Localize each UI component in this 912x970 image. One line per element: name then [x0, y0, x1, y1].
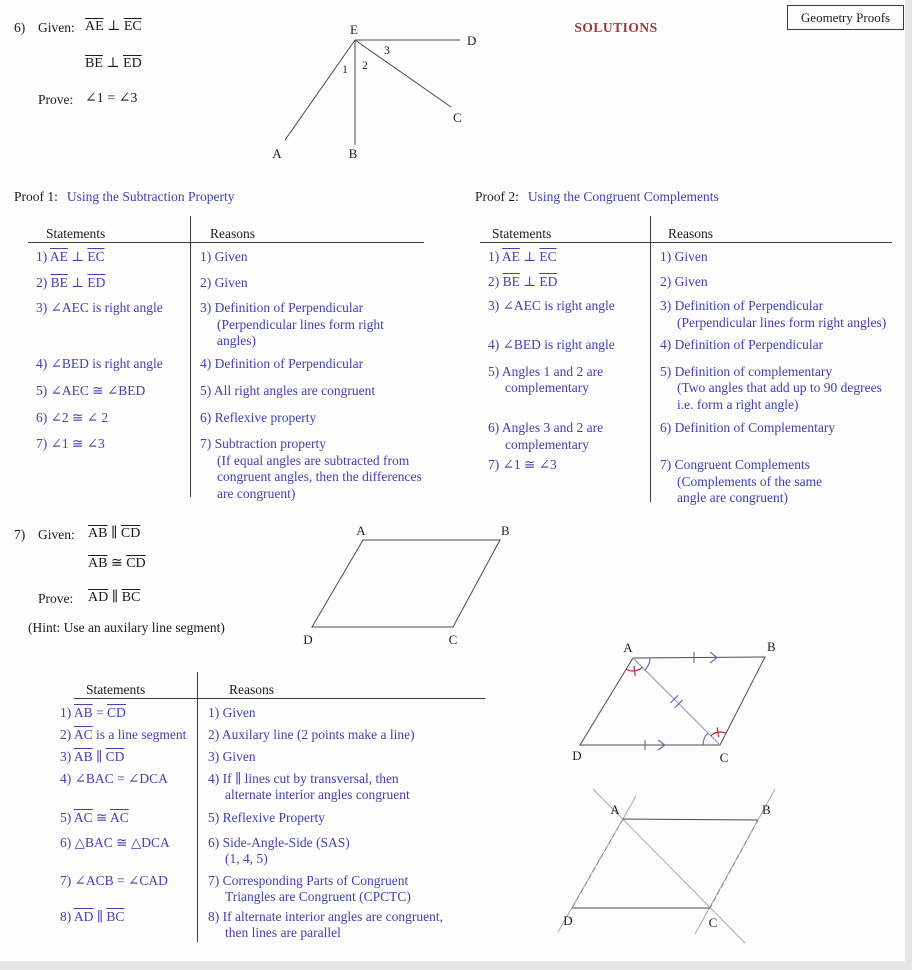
problem7-prove: $\overline{AD}$ ∥ $\overline{BC}$	[88, 590, 141, 605]
angle-arc-bac	[645, 658, 650, 670]
reason-cell: 4) Definition of Perpendicular	[200, 355, 364, 371]
proof-row	[480, 298, 892, 331]
reason-cell: 3) Definition of Perpendicular (Perpendicular lines form right angles)	[660, 298, 887, 330]
proof1-table	[28, 216, 424, 501]
proof-row	[28, 356, 424, 373]
statement-cell: 2) $\overline{BE}$ ⊥ $\overline{ED}$	[488, 273, 558, 289]
reason-cell: 1) Given	[200, 249, 248, 264]
angle-label-3: 3	[384, 45, 390, 57]
statement-cell: 7) ∠1 ≅ ∠3	[488, 457, 557, 472]
reason-cell: 3) Given	[208, 749, 256, 764]
reason-cell: 5) Definition of complementary (Two angles that add up to 90 degrees i.e. form a right angle)	[660, 363, 882, 412]
proof-row	[58, 810, 485, 826]
reason-cell: 4) If ∥ lines cut by transversal, then alternate interior angles congruent	[208, 771, 410, 802]
statement-cell: 1) $\overline{AB} = \overline{CD}$	[60, 705, 126, 720]
proof-row	[28, 383, 424, 400]
problem7-auxiliary-diagram	[535, 778, 875, 970]
proof-row	[58, 727, 485, 743]
statement-cell: 5) $\overline{AC}$ ≅ $\overline{AC}$	[60, 810, 129, 825]
problem7-number: 7)	[14, 527, 26, 542]
proof-row	[58, 749, 485, 765]
problem6-given-label: Given:	[38, 20, 75, 35]
statement-cell: 5) ∠AEC ≅ ∠BED	[36, 383, 146, 398]
table-header	[480, 216, 892, 242]
statement-cell: 8) $\overline{AD}$ ∥ $\overline{BC}$	[60, 909, 125, 924]
statements-header: Statements	[86, 681, 146, 697]
statement-cell: 4) ∠BED is right angle	[36, 355, 163, 371]
vertex-label-d: D	[563, 913, 573, 928]
header-rule	[480, 242, 892, 243]
proof3-table	[58, 672, 485, 942]
problem7-given1: $\overline{AB}$ ∥ $\overline{CD}$	[88, 526, 141, 541]
statement-cell: 6) Angles 3 and 2 are complementary	[488, 420, 604, 452]
reason-cell: 5) All right angles are congruent	[200, 383, 376, 398]
table-header	[28, 216, 424, 242]
vertex-label-d: D	[467, 33, 477, 48]
problem7-given2: $\overline{AB}$ ≅ $\overline{CD}$	[88, 556, 146, 571]
reason-cell: 7) Corresponding Parts of Congruent Triangles are Congruent (CPCTC)	[208, 873, 411, 904]
vertex-label-a: A	[356, 523, 366, 538]
proof-row	[58, 835, 485, 867]
proof2-heading-title: Using the Congruent Complements	[527, 189, 719, 204]
reasons-header: Reasons	[229, 681, 274, 697]
reason-cell: 2) Given	[660, 273, 708, 289]
proof-row	[480, 274, 892, 291]
reason-cell: 2) Given	[200, 274, 248, 290]
statement-cell: 6) ∠2 ≅ ∠ 2	[36, 409, 109, 425]
reason-cell: 6) Definition of Complementary	[660, 420, 836, 435]
vertex-label-c: C	[708, 915, 718, 930]
vertex-label-c: C	[453, 110, 462, 125]
reason-cell: 4) Definition of Perpendicular	[660, 337, 824, 352]
statement-cell: 7) ∠ACB = ∠CAD	[60, 873, 168, 888]
proof-row	[480, 364, 892, 414]
statement-cell: 4) ∠BED is right angle	[488, 337, 615, 352]
reason-cell: 6) Reflexive property	[200, 409, 317, 425]
proof2-heading-prefix: Proof 2:	[475, 189, 519, 204]
reason-cell: 1) Given	[208, 705, 256, 720]
problem6-diagram	[255, 14, 485, 164]
statement-cell: 2) $\overline{AC}$ is a line segment	[60, 727, 187, 742]
statement-cell: 3) $\overline{AB}$ ∥ $\overline{CD}$	[60, 749, 125, 764]
proof-row	[58, 771, 485, 803]
header-rule	[28, 242, 424, 243]
statement-cell: 5) Angles 1 and 2 are complementary	[488, 363, 604, 395]
vertex-label-d: D	[303, 632, 313, 647]
problem6-given1: $\overline{AE}$ ⊥ $\overline{EC}$	[85, 19, 142, 34]
table-header	[58, 672, 485, 698]
problem7-diagram	[290, 514, 520, 648]
reasons-header: Reasons	[210, 225, 255, 241]
proof1-heading-prefix: Proof 1:	[14, 189, 58, 204]
vertex-label-b: B	[762, 802, 771, 817]
problem7-hint: (Hint: Use an auxilary line segment)	[28, 620, 225, 635]
problem7-given-label: Given:	[38, 527, 75, 542]
statement-cell: 3) ∠AEC is right angle	[36, 300, 163, 315]
problem6-number: 6)	[14, 20, 26, 35]
vertex-label-a: A	[610, 802, 620, 817]
vertex-label-a: A	[623, 640, 633, 655]
angle-arc-dac	[626, 666, 642, 676]
proof-row	[480, 249, 892, 266]
reason-cell: 3) Definition of Perpendicular (Perpendicular lines form right angles)	[200, 300, 384, 348]
proof-row	[28, 410, 424, 427]
reason-cell: 8) If alternate interior angles are congruent, then lines are parallel	[208, 909, 444, 940]
proof-row	[58, 909, 485, 941]
proof-row	[480, 420, 892, 453]
reason-cell: 6) Side-Angle-Side (SAS) (1, 4, 5)	[208, 835, 350, 866]
proof2-heading	[475, 189, 719, 205]
reason-cell: 7) Congruent Complements (Complements of the same angle are congruent)	[660, 457, 823, 505]
scan-edge-bottom	[0, 961, 912, 970]
vertex-label-d: D	[572, 748, 582, 763]
vertex-label-b: B	[501, 523, 510, 538]
proof-row	[28, 436, 424, 502]
geometry-proofs-badge	[787, 5, 904, 30]
statement-cell: 1) $\overline{AE}$ ⊥ $\overline{EC}$	[36, 249, 105, 264]
statement-cell: 6) △BAC ≅ △DCA	[60, 835, 170, 850]
vertex-label-b: B	[767, 639, 776, 654]
angle-label-1: 1	[342, 64, 348, 76]
proof1-heading-title: Using the Subtraction Property	[66, 189, 235, 204]
statement-cell: 1) $\overline{AE}$ ⊥ $\overline{EC}$	[488, 249, 557, 264]
vertex-label-c: C	[448, 632, 458, 647]
angle-label-2: 2	[362, 60, 368, 72]
proof-row	[480, 457, 892, 507]
reasons-header: Reasons	[668, 225, 713, 241]
proof-row	[480, 337, 892, 354]
reason-cell: 5) Reflexive Property	[208, 810, 325, 825]
reason-cell: 7) Subtraction property (If equal angles are subtracted from congruent angles, then the differences are congruent)	[200, 436, 422, 501]
statement-cell: 4) ∠BAC = ∠DCA	[60, 771, 168, 786]
solutions-label: SOLUTIONS	[574, 20, 658, 35]
angle-arc-acb	[711, 727, 726, 737]
problem7-prove-label: Prove:	[38, 591, 74, 606]
proof-row	[28, 249, 424, 266]
problem6-given2: $\overline{BE}$ ⊥ $\overline{ED}$	[85, 56, 142, 71]
proof-row	[58, 705, 485, 721]
scan-edge-right	[905, 0, 912, 970]
header-rule	[74, 698, 485, 699]
proof1-heading	[14, 189, 234, 205]
reason-cell: 2) Auxilary line (2 points make a line)	[208, 727, 415, 742]
problem6-prove-label: Prove:	[38, 92, 74, 107]
proof-row	[28, 300, 424, 350]
vertex-label-b: B	[348, 146, 358, 161]
problem7-marked-diagram	[555, 638, 785, 772]
statement-cell: 3) ∠AEC is right angle	[488, 298, 615, 313]
statements-header: Statements	[46, 225, 106, 241]
vertex-label-a: A	[272, 146, 282, 161]
angle-arc-acd	[703, 733, 708, 745]
reason-cell: 1) Given	[660, 249, 708, 264]
statement-cell: 2) $\overline{BE}$ ⊥ $\overline{ED}$	[36, 274, 106, 290]
statements-header: Statements	[492, 225, 552, 241]
vertex-label-c: C	[719, 750, 729, 765]
proof-row	[28, 275, 424, 292]
badge-label: Geometry Proofs	[800, 9, 891, 25]
statement-cell: 7) ∠1 ≅ ∠3	[36, 436, 105, 451]
vertex-label-e: E	[350, 22, 358, 37]
problem6-prove: ∠1 = ∠3	[85, 91, 138, 106]
proof-row	[58, 873, 485, 905]
proof2-table	[480, 216, 892, 505]
